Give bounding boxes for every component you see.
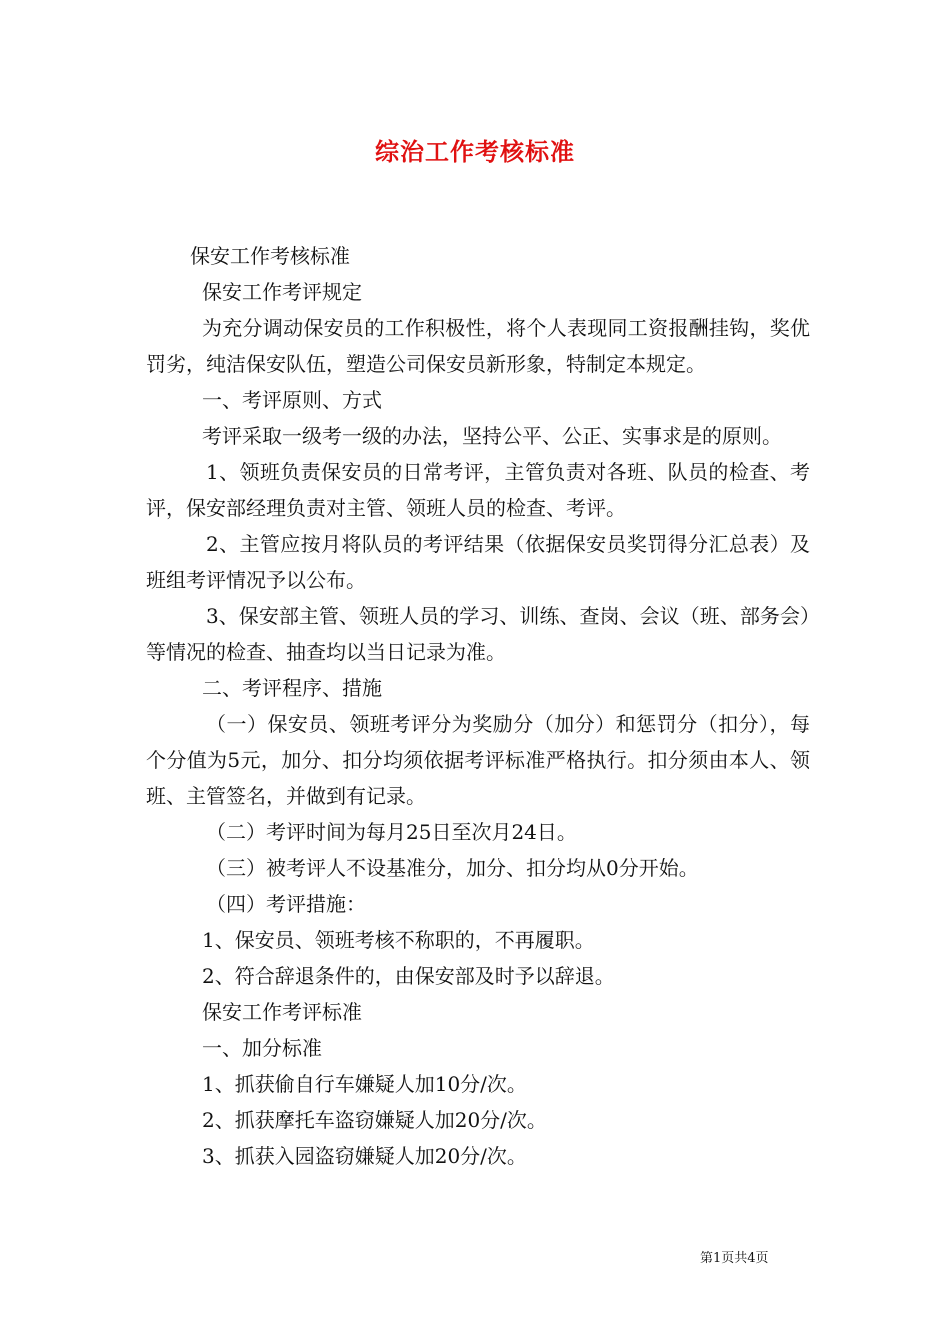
list-item: 2、抓获摩托车盗窃嫌疑人加20分/次。 bbox=[202, 1108, 547, 1132]
paragraph: （四）考评措施： bbox=[206, 892, 366, 916]
paragraph: 考评采取一级考一级的办法，坚持公平、公正、实事求是的原则。 bbox=[202, 424, 782, 448]
list-item: 3、保安部主管、领班人员的学习、训练、查岗、会议（班、部务会）等情况的检查、抽查均以当日记录为准。 bbox=[146, 604, 810, 664]
list-item: 1、保安员、领班考核不称职的，不再履职。 bbox=[202, 928, 595, 952]
paragraph: 为充分调动保安员的工作积极性，将个人表现同工资报酬挂钩，奖优罚劣，纯洁保安队伍，塑造公司保安员新形象，特制定本规定。 bbox=[146, 316, 810, 376]
section-heading: 一、加分标准 bbox=[202, 1036, 322, 1060]
paragraph-heading: 保安工作考评标准 bbox=[202, 1000, 362, 1024]
paragraph-heading: 保安工作考评规定 bbox=[202, 280, 362, 304]
document-title: 综治工作考核标准 bbox=[375, 137, 575, 166]
section-heading: 一、考评原则、方式 bbox=[202, 388, 382, 412]
document-body bbox=[146, 238, 810, 1174]
page-number: 第1页共4页 bbox=[700, 1251, 769, 1266]
list-item: 2、符合辞退条件的，由保安部及时予以辞退。 bbox=[202, 964, 615, 988]
paragraph: （二）考评时间为每月25日至次月24日。 bbox=[206, 820, 577, 844]
list-item: 3、抓获入园盗窃嫌疑人加20分/次。 bbox=[202, 1144, 527, 1168]
paragraph-heading: 保安工作考核标准 bbox=[190, 244, 350, 268]
list-item: 1、领班负责保安员的日常考评，主管负责对各班、队员的检查、考评，保安部经理负责对主管、领班人员的检查、考评。 bbox=[146, 460, 810, 520]
list-item: 1、抓获偷自行车嫌疑人加10分/次。 bbox=[202, 1072, 527, 1096]
paragraph: （一）保安员、领班考评分为奖励分（加分）和惩罚分（扣分），每个分值为5元，加分、扣分均须依据考评标准严格执行。扣分须由本人、领班、主管签名，并做到有记录。 bbox=[146, 712, 810, 808]
list-item: 2、主管应按月将队员的考评结果（依据保安员奖罚得分汇总表）及班组考评情况予以公布。 bbox=[146, 532, 810, 592]
section-heading: 二、考评程序、措施 bbox=[202, 676, 382, 700]
paragraph: （三）被考评人不设基准分，加分、扣分均从0分开始。 bbox=[206, 856, 699, 880]
